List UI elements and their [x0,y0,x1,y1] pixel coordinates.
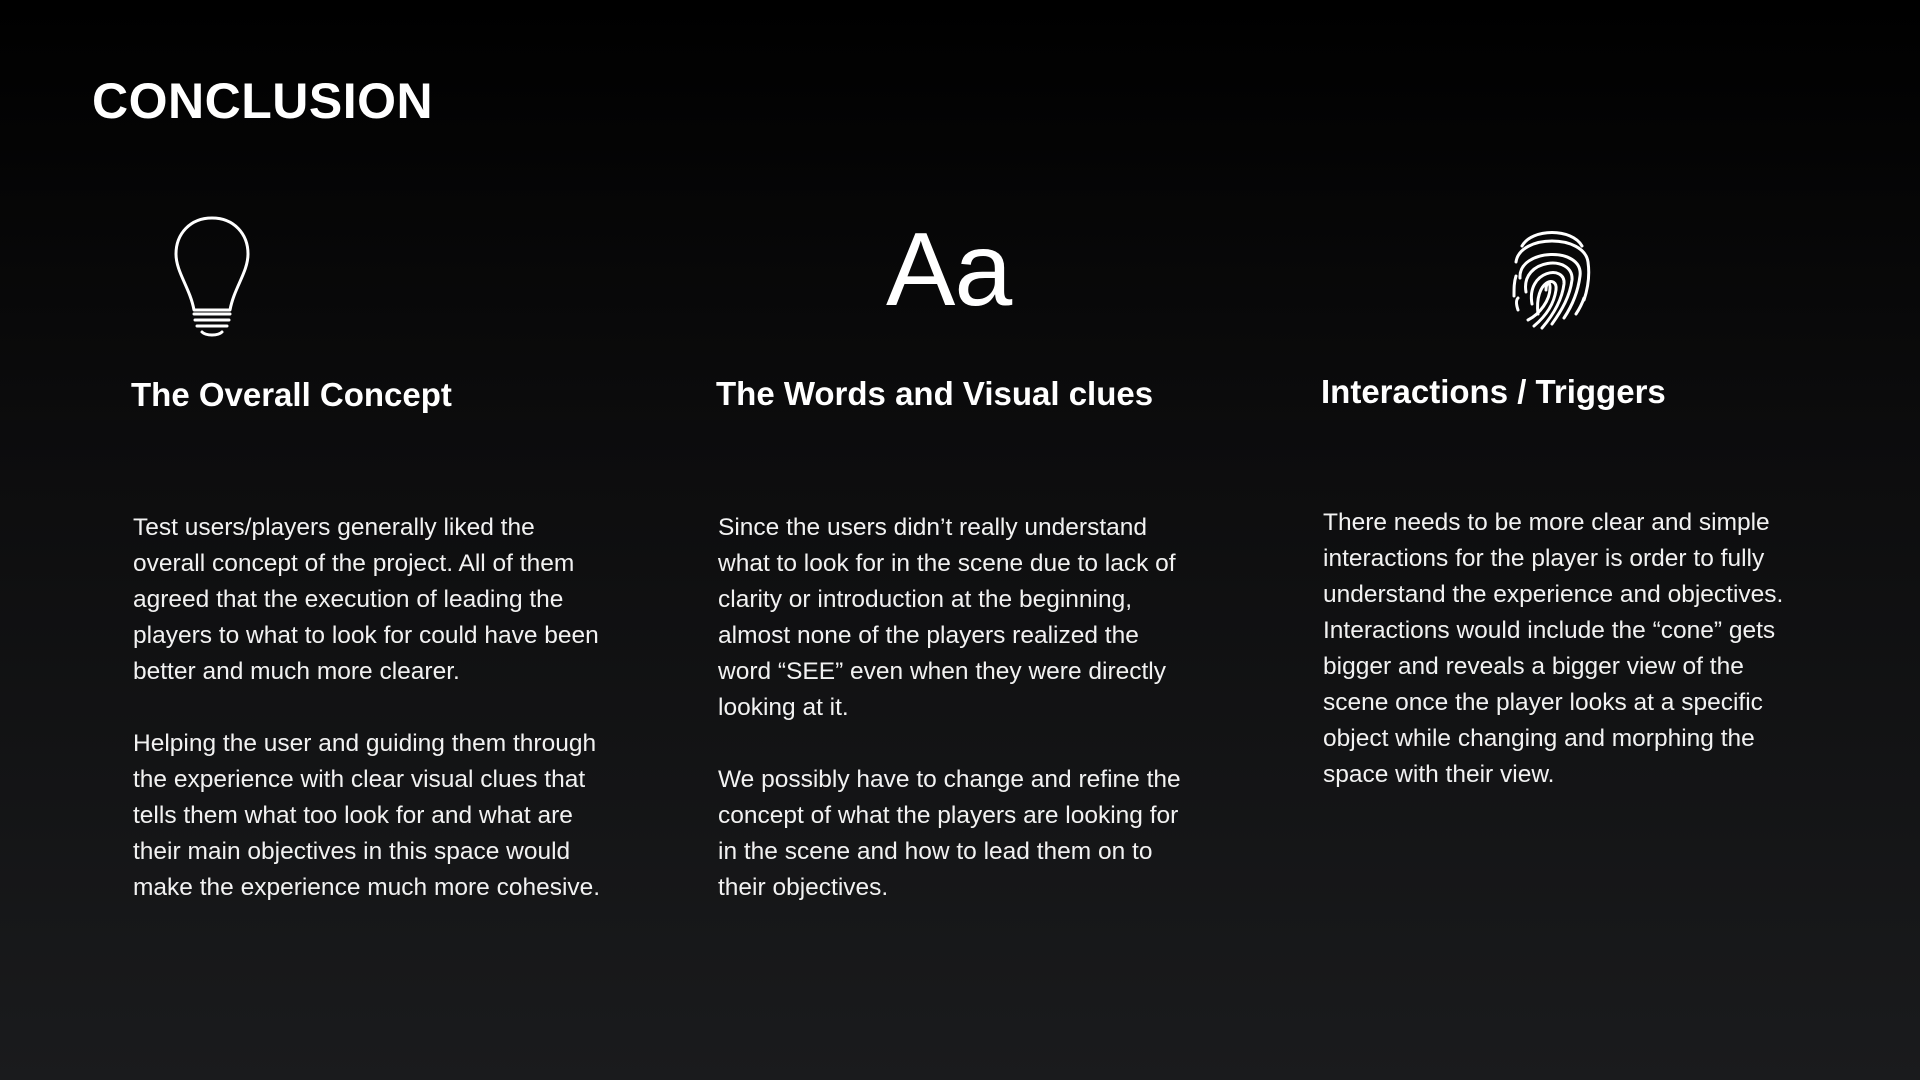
paragraph: Helping the user and guiding them through the experience with clear visual clues that tells them what too look for and what are their main objectives in this space would make the experience much more cohesive. [133,730,601,901]
typography-icon: Aa [886,212,1012,328]
paragraph: There needs to be more clear and simple interactions for the player is order to fully understand the experience and objectives. Interactions would include the “cone” gets bigger and reveals a bigger view of the scene once the player looks at a specific object while changing and morphing the space with their view. [1323,509,1784,788]
column-body [718,510,1198,942]
column-heading: Interactions / Triggers [1321,373,1666,410]
column-heading: The Overall Concept [131,376,452,413]
column-heading: The Words and Visual clues [716,375,1154,412]
column-body [133,510,613,942]
paragraph: Since the users didn’t really understand what to look for in the scene due to lack of clarity or introduction at the beginning, almost none of the players realized the word “SEE” even when they were directly looking at it. [718,514,1176,721]
paragraph: Test users/players generally liked the overall concept of the project. All of them agreed that the execution of leading the players to what to look for could have been better and much more clearer. [133,514,599,685]
paragraph: We possibly have to change and refine the concept of what the players are looking for in the scene and how to lead them on to their objectives. [718,766,1181,901]
lightbulb-icon [162,214,262,340]
column-body [1323,505,1793,829]
page-title: CONCLUSION [92,73,434,129]
fingerprint-icon [1510,218,1594,334]
